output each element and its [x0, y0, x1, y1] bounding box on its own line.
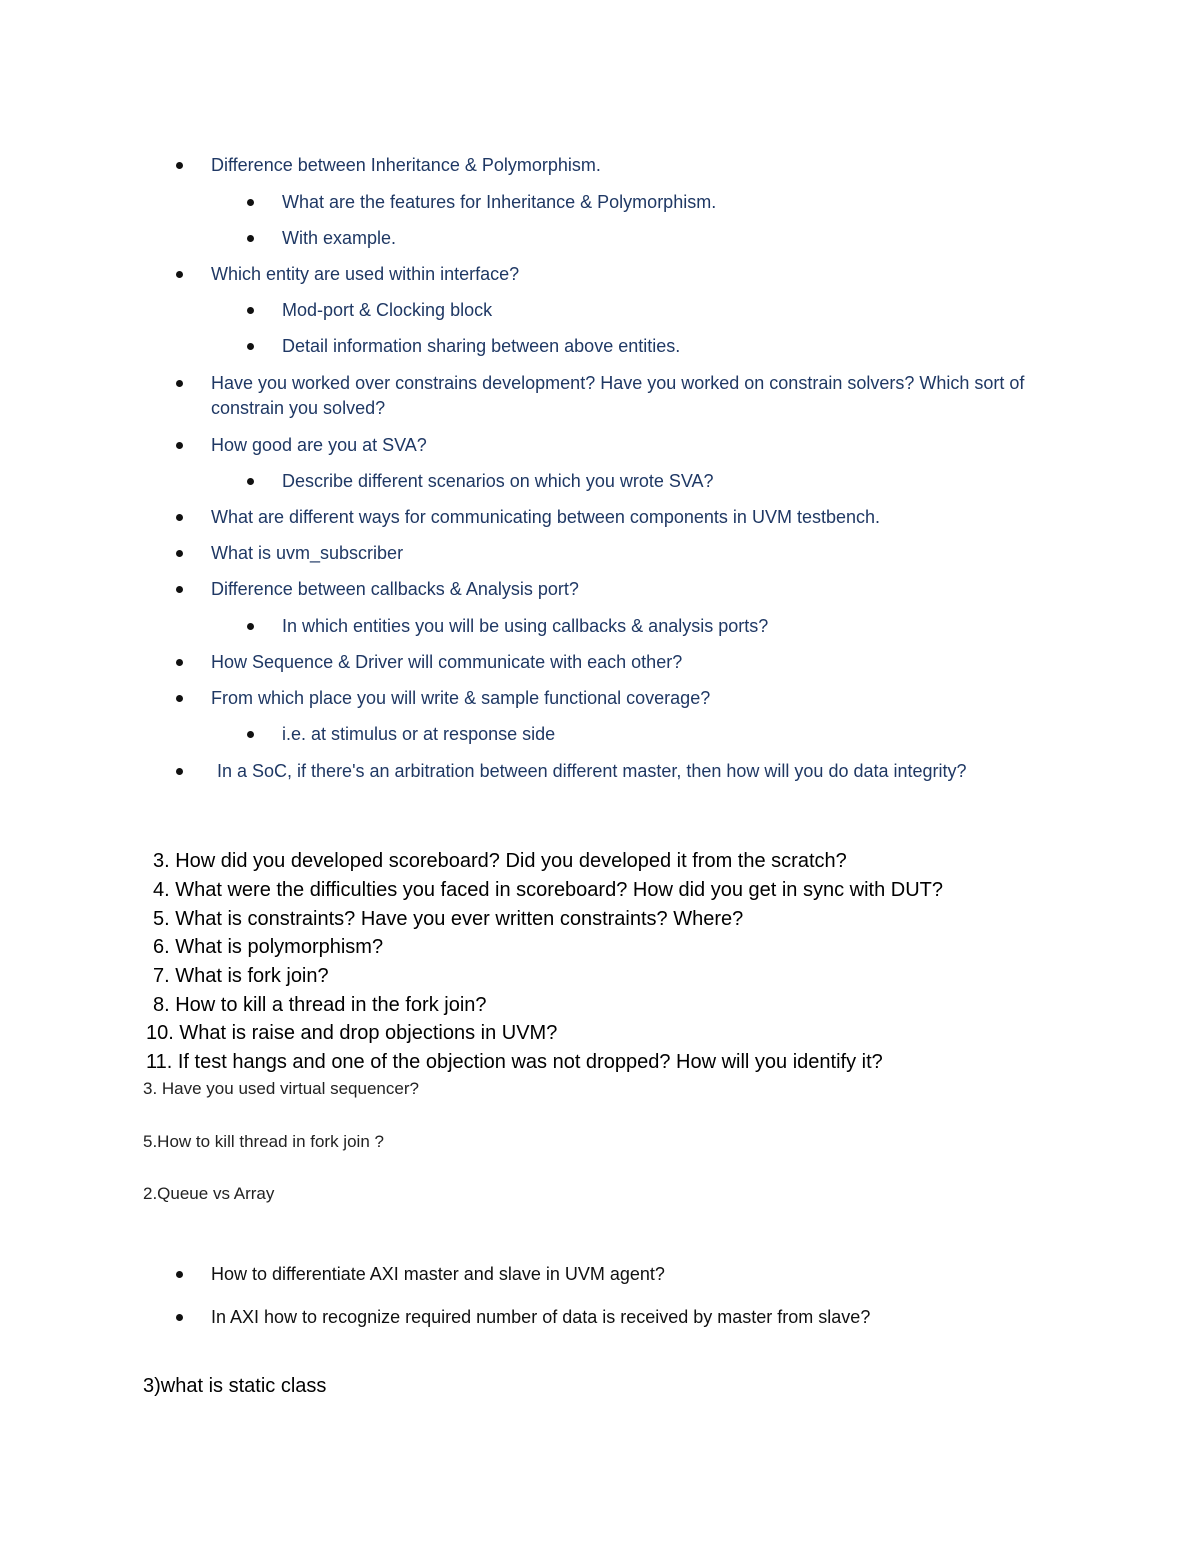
list-item: What are the features for Inheritance & Polymorphism. — [282, 190, 716, 215]
bullet-icon — [247, 343, 254, 350]
list-item: In AXI how to recognize required number of data is received by master from slave? — [211, 1305, 870, 1330]
list-item: How to differentiate AXI master and slave in UVM agent? — [211, 1262, 665, 1287]
numbered-item: 7. What is fork join? — [153, 965, 329, 987]
list-item: In a SoC, if there's an arbitration between different master, then how will you do data integrity? — [217, 759, 967, 784]
list-item: What are different ways for communicating between components in UVM testbench. — [211, 505, 880, 530]
bullet-icon — [176, 586, 183, 593]
bullet-icon — [247, 623, 254, 630]
bullet-icon — [247, 731, 254, 738]
plain-line: 3. Have you used virtual sequencer? — [143, 1079, 419, 1098]
bullet-icon — [176, 514, 183, 521]
list-item: From which place you will write & sample functional coverage? — [211, 686, 710, 711]
bullet-icon — [176, 659, 183, 666]
list-item: How Sequence & Driver will communicate with each other? — [211, 650, 682, 675]
list-item: Describe different scenarios on which you wrote SVA? — [282, 469, 714, 494]
numbered-item: 10. What is raise and drop objections in UVM? — [146, 1022, 558, 1044]
list-item: What is uvm_subscriber — [211, 541, 403, 566]
bullet-icon — [176, 550, 183, 557]
list-item: Which entity are used within interface? — [211, 262, 519, 287]
bullet-icon — [176, 162, 183, 169]
plain-line: 5.How to kill thread in fork join ? — [143, 1132, 384, 1151]
bullet-icon — [176, 271, 183, 278]
bullet-icon — [176, 380, 183, 387]
bullet-icon — [247, 235, 254, 242]
bullet-icon — [176, 442, 183, 449]
list-item: Difference between callbacks & Analysis port? — [211, 577, 579, 602]
list-item: With example. — [282, 226, 396, 251]
numbered-item: 11. If test hangs and one of the objection was not dropped? How will you identify it? — [146, 1051, 883, 1073]
bullet-icon — [247, 478, 254, 485]
bullet-icon — [176, 1314, 183, 1321]
list-item: How good are you at SVA? — [211, 433, 427, 458]
list-item: Mod-port & Clocking block — [282, 298, 492, 323]
list-item: Detail information sharing between above entities. — [282, 334, 680, 359]
plain-line: 2.Queue vs Array — [143, 1184, 275, 1203]
bullet-icon — [176, 695, 183, 702]
bullet-icon — [247, 199, 254, 206]
numbered-item: 8. How to kill a thread in the fork join? — [153, 994, 487, 1016]
bullet-icon — [176, 768, 183, 775]
numbered-item: 6. What is polymorphism? — [153, 936, 384, 958]
numbered-item: 4. What were the difficulties you faced in scoreboard? How did you get in sync with DUT? — [153, 879, 944, 901]
numbered-item: 3. How did you developed scoreboard? Did you developed it from the scratch? — [153, 850, 847, 872]
list-item: i.e. at stimulus or at response side — [282, 722, 555, 747]
bullet-icon — [247, 307, 254, 314]
numbered-item: 5. What is constraints? Have you ever written constraints? Where? — [153, 908, 744, 930]
list-item: Difference between Inheritance & Polymorphism. — [211, 153, 601, 178]
list-item: In which entities you will be using callbacks & analysis ports? — [282, 614, 768, 639]
bullet-icon — [176, 1271, 183, 1278]
final-line: 3)what is static class — [143, 1375, 327, 1397]
list-item: Have you worked over constrains development? Have you worked on constrain solvers? Which sort of constrain you solved? — [211, 371, 1061, 421]
